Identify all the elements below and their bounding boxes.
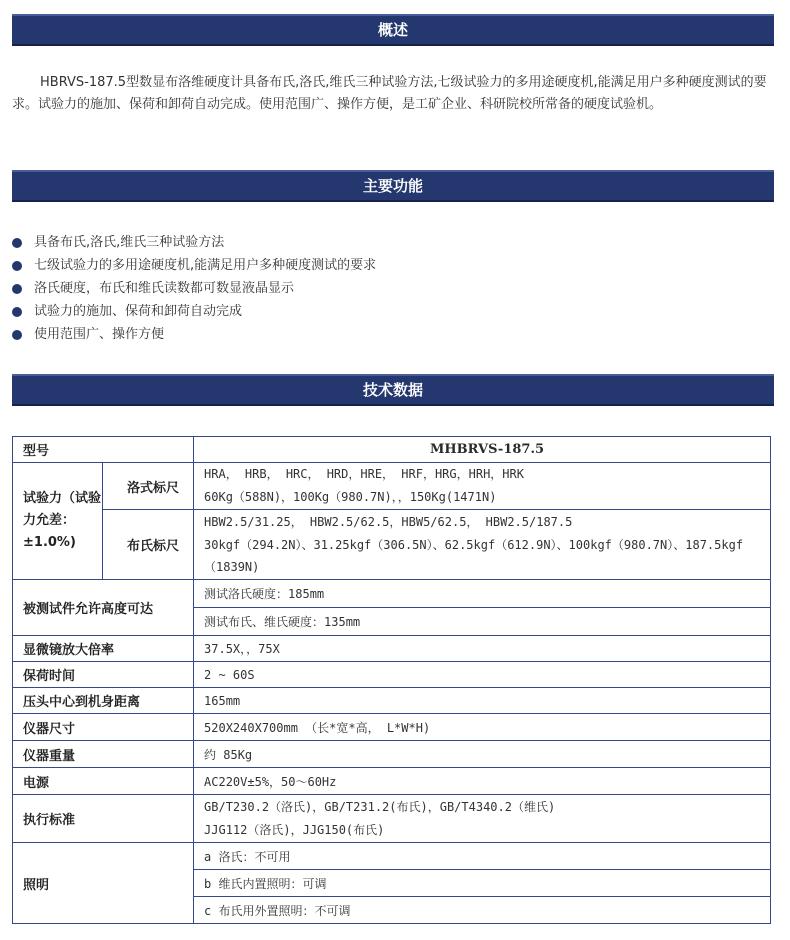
feature-item xyxy=(12,231,376,254)
feature-text: 洛氏硬度，布氏和维氏读数都可数显液晶显示 xyxy=(34,281,295,296)
spec-table xyxy=(12,436,771,924)
dwell-value: 2 ~ 60S xyxy=(194,662,771,688)
bullet-icon xyxy=(12,284,22,294)
feature-text: 七级试验力的多用途硬度机,能满足用户多种硬度测试的要求 xyxy=(34,258,377,273)
specs-section-header xyxy=(12,374,774,406)
height-brinell: 测试布氏、维氏硬度：135mm xyxy=(194,608,771,636)
standard-label: 执行标准 xyxy=(13,795,194,843)
height-label: 被测试件允许高度可达 xyxy=(13,580,194,636)
standard-line-1: GB/T230.2（洛氏)，GB/T231.2(布氏)，GB/T4340.2（维氏) xyxy=(204,799,556,814)
lighting-label: 照明 xyxy=(13,843,194,924)
size-label: 仪器尺寸 xyxy=(13,714,194,741)
overview-title: 概述 xyxy=(377,21,408,39)
table-row xyxy=(13,636,771,662)
bullet-icon xyxy=(12,330,22,340)
throat-label: 压头中心到机身距离 xyxy=(13,688,194,714)
rockwell-scales: HRA， HRB， HRC， HRD，HRE， HRF，HRG，HRH，HRK xyxy=(204,467,524,481)
brinell-forces: 30kgf（294.2N）、31.25kgf（306.5N）、62.5kgf（612.9N）、100kgf（980.7N）、187.5kgf（1839N) xyxy=(204,538,744,574)
rockwell-scale-label: 洛式标尺 xyxy=(103,463,194,510)
feature-item xyxy=(12,323,376,346)
magnification-label: 显微镜放大倍率 xyxy=(13,636,194,662)
bullet-icon xyxy=(12,307,22,317)
table-row xyxy=(13,580,771,608)
bullet-icon xyxy=(12,261,22,271)
table-row xyxy=(13,463,771,510)
power-value: AC220V±5%，50～60Hz xyxy=(194,768,771,795)
weight-value: 约 85Kg xyxy=(194,741,771,768)
size-value: 520X240X700mm （长*宽*高， L*W*H) xyxy=(194,714,771,741)
table-row xyxy=(13,714,771,741)
specs-title: 技术数据 xyxy=(362,381,423,399)
table-row xyxy=(13,795,771,843)
functions-section-header xyxy=(12,170,774,202)
intro-paragraph: HBRVS-187.5型数显布洛维硬度计具备布氏,洛氏,维氏三种试验方法,七级试验力的多用途硬度机,能满足用户多种硬度测试的要求。试验力的施加、保荷和卸荷自动完成。使用范围广、操作方便，是工矿企业、科研院校所常备的硬度试验机。 xyxy=(12,75,767,112)
table-row xyxy=(13,688,771,714)
bullet-icon xyxy=(12,238,22,248)
standard-line-2: JJG112（洛氏)，JJG150(布氏) xyxy=(204,822,385,837)
table-row xyxy=(13,662,771,688)
rockwell-scale-values xyxy=(194,463,771,510)
table-row xyxy=(13,741,771,768)
brinell-scales: HBW2.5/31.25， HBW2.5/62.5，HBW5/62.5， HBW2.5/187.5 xyxy=(204,515,573,529)
standard-values xyxy=(194,795,771,843)
weight-label: 仪器重量 xyxy=(13,741,194,768)
lighting-brinell: c 布氏用外置照明：不可调 xyxy=(194,897,771,924)
feature-item xyxy=(12,277,376,300)
table-row xyxy=(13,843,771,870)
brinell-scale-values xyxy=(194,510,771,580)
height-rockwell: 测试洛氏硬度：185mm xyxy=(194,580,771,608)
feature-item xyxy=(12,300,376,323)
feature-text: 使用范围广、操作方便 xyxy=(34,327,165,342)
feature-list xyxy=(12,231,376,346)
rockwell-forces: 60Kg（588N)，100Kg（980.7N)，，150Kg(1471N) xyxy=(204,490,497,504)
magnification-value: 37.5X，，75X xyxy=(194,636,771,662)
table-row xyxy=(13,437,771,463)
feature-item xyxy=(12,254,376,277)
test-force-label: 试验力（试验力允差：±1.0%) xyxy=(13,463,103,580)
power-label: 电源 xyxy=(13,768,194,795)
feature-text: 试验力的施加、保荷和卸荷自动完成 xyxy=(34,304,243,319)
model-value: MHBRVS-187.5 xyxy=(194,437,771,463)
overview-section-header xyxy=(12,14,774,46)
table-row xyxy=(13,768,771,795)
table-row xyxy=(13,510,771,580)
brinell-scale-label: 布氏标尺 xyxy=(103,510,194,580)
lighting-vickers: b 维氏内置照明：可调 xyxy=(194,870,771,897)
feature-text: 具备布氏,洛氏,维氏三种试验方法 xyxy=(34,235,225,250)
throat-value: 165mm xyxy=(194,688,771,714)
lighting-rockwell: a 洛氏：不可用 xyxy=(194,843,771,870)
functions-title: 主要功能 xyxy=(362,177,423,195)
model-label: 型号 xyxy=(13,437,194,463)
dwell-label: 保荷时间 xyxy=(13,662,194,688)
